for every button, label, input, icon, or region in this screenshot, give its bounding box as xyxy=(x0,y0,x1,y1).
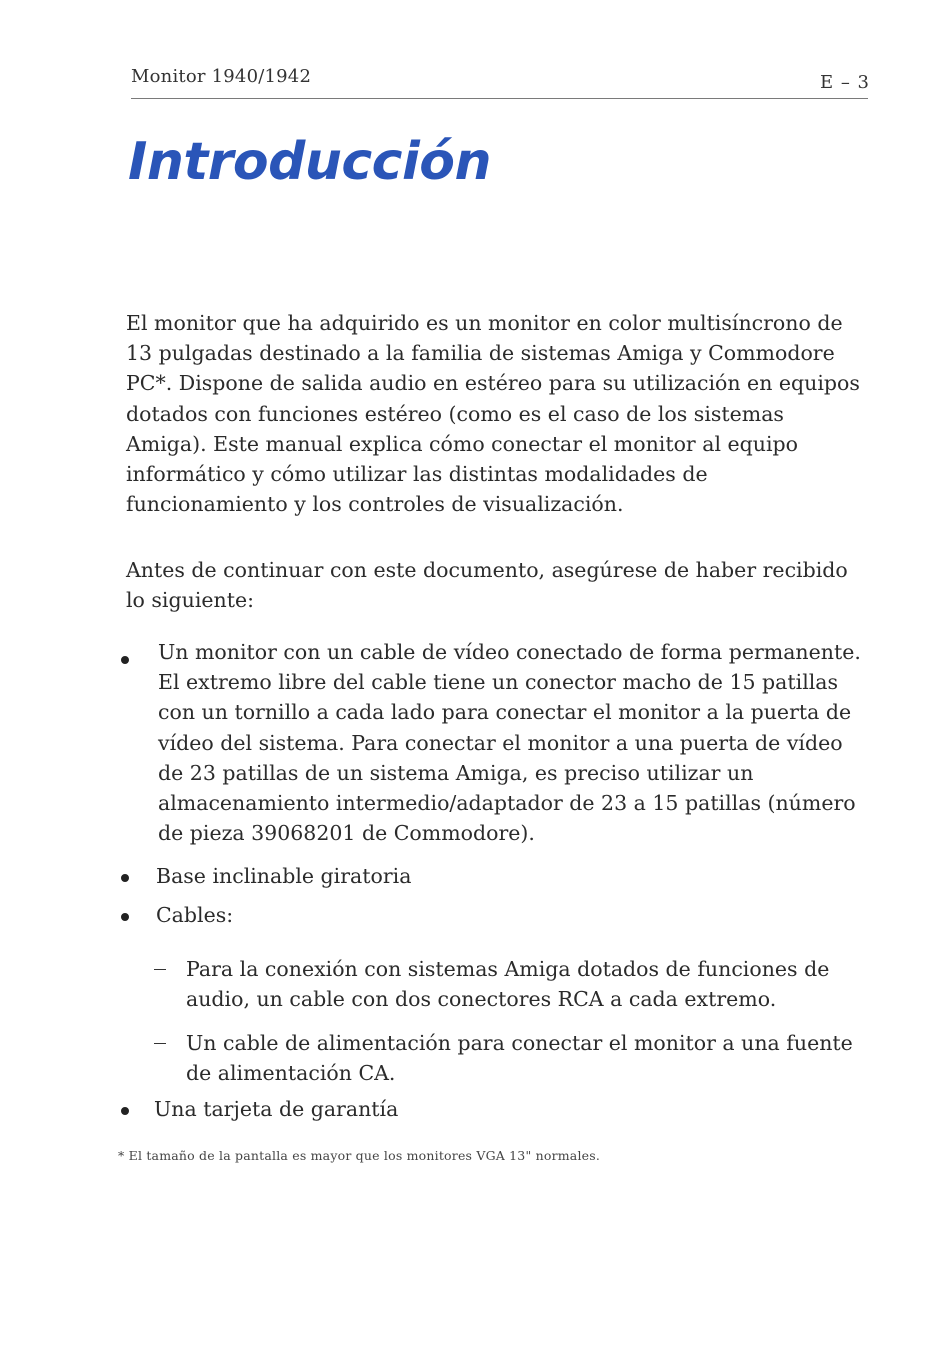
dash-icon xyxy=(154,969,166,970)
footnote: * El tamaño de la pantalla es mayor que los monitores VGA 13" normales. xyxy=(118,1148,601,1163)
list-item-cables: Cables: xyxy=(156,903,234,927)
checklist-intro-paragraph: Antes de continuar con este documento, asegúrese de haber recibido lo siguiente: xyxy=(126,558,848,613)
list-item-base: Base inclinable giratoria xyxy=(156,864,412,888)
bullet-icon xyxy=(121,913,129,921)
bullet-icon xyxy=(121,1107,129,1115)
running-header: Monitor 1940/1942 xyxy=(131,66,312,87)
dash-icon xyxy=(154,1043,166,1044)
intro-paragraph: El monitor que ha adquirido es un monitor en color multisíncrono de 13 pulgadas destinado a la familia de sistemas Amiga y Commodore PC*. Dispone de salida audio en estéreo para su utilización en equipos dotados con funciones estéreo (como es el caso de los sistemas Amiga). Este manual explica cómo conectar el monitor al equipo informático y cómo utilizar las distintas modalidades de funcionamiento y los controles de visualización. xyxy=(126,311,860,517)
list-item-warranty-card: Una tarjeta de garantía xyxy=(154,1097,399,1121)
page-title: Introducción xyxy=(128,132,492,192)
header-divider xyxy=(131,98,868,99)
list-item-monitor: Un monitor con un cable de vídeo conectado de forma permanente. El extremo libre del cable tiene un conector macho de 15 patillas con un tornillo a cada lado para conectar el monitor a la puerta de vídeo del sistema. Para conectar el monitor a una puerta de vídeo de 23 patillas de un sistema Amiga, es preciso utilizar un almacenamiento intermedio/adaptador de 23 a 15 patillas (número de pieza 39068201 de Commodore). xyxy=(158,640,861,846)
sublist-item-audio-cable: Para la conexión con sistemas Amiga dotados de funciones de audio, un cable con dos conectores RCA a cada extremo. xyxy=(186,957,830,1012)
bullet-icon xyxy=(121,656,129,664)
bullet-icon xyxy=(121,874,129,882)
page-number: E – 3 xyxy=(819,72,870,93)
sublist-item-power-cable: Un cable de alimentación para conectar el monitor a una fuente de alimentación CA. xyxy=(186,1031,853,1086)
